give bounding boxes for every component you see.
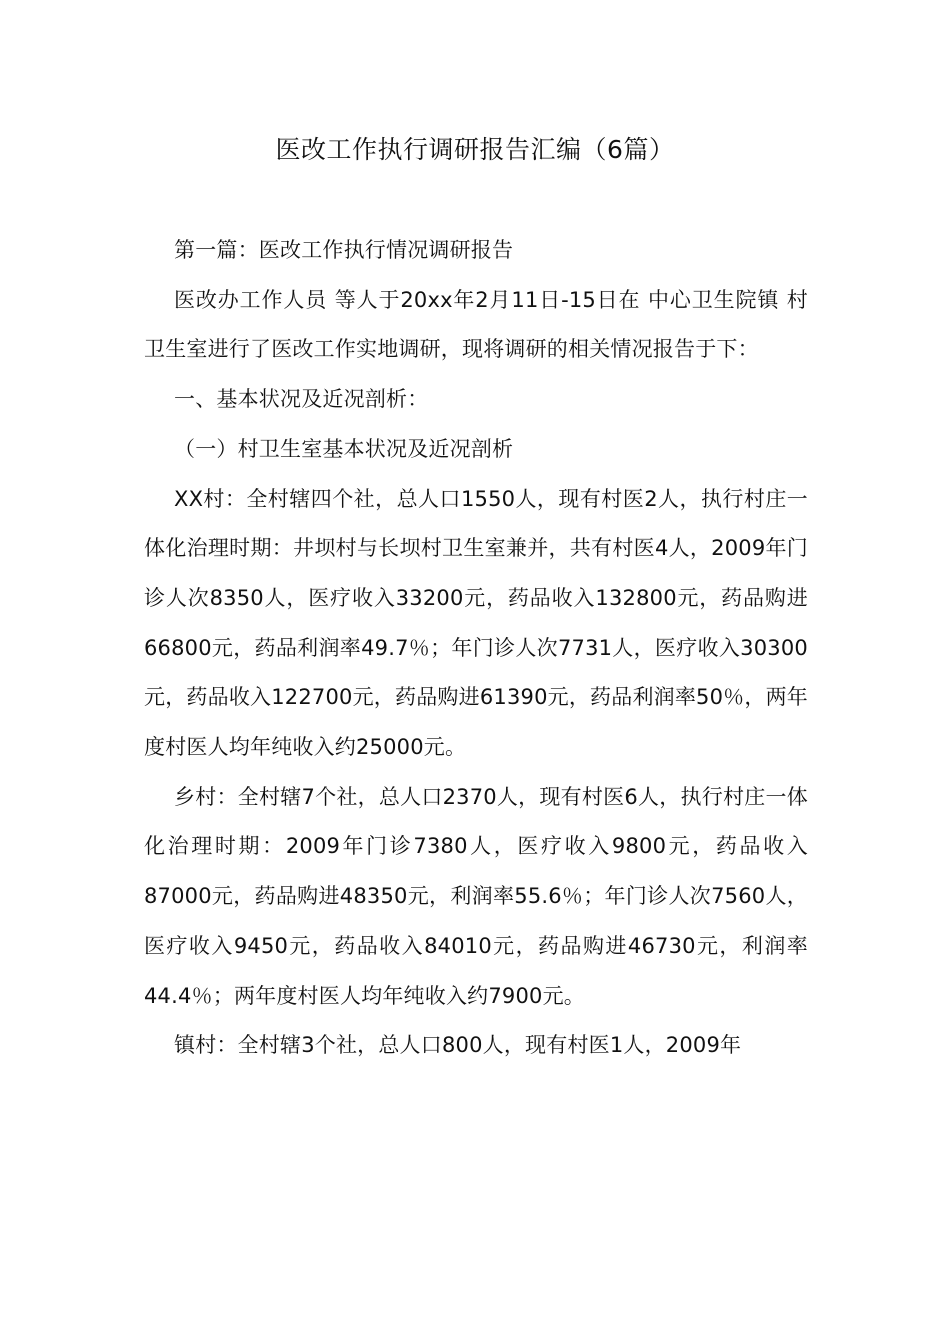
section-heading-part-one: 第一篇：医改工作执行情况调研报告: [174, 238, 514, 262]
section-heading-basic-status: 一、基本状况及近况剖析：: [174, 387, 429, 412]
document-title: 医改工作执行调研报告汇编（6篇）: [275, 135, 675, 164]
paragraph-xx-village: XX村：全村辖四个社，总人口1550人，现有村医2人，执行村庄一体化治理时期：井坝村与长坝村卫生室兼并，共有村医4人，2009年门诊人次8350人，医疗收入33200元，药品收入132800元，药品购进66800元，药品利润率49.7％；年门诊人次7731人，医疗收入30300元，药品收入122700元，药品购进61390元，药品利润率50％，两年度村医人均年纯收入约25000元。: [144, 486, 808, 760]
paragraph-town-village: 镇村：全村辖3个社，总人口800人，现有村医1人，2009年: [174, 1033, 742, 1058]
subsection-heading-clinic-status: （一）村卫生室基本状况及近况剖析: [174, 436, 514, 461]
document-body: [144, 226, 808, 1071]
paragraph-rural-village: 乡村：全村辖7个社，总人口2370人，现有村医6人，执行村庄一体化治理时期：2009年门诊7380人，医疗收入9800元，药品收入87000元，药品购进48350元，利润率55.6％；年门诊人次7560人，医疗收入9450元，药品收入84010元，药品购进46730元，利润率44.4％；两年度村医人均年纯收入约7900元。: [144, 784, 808, 1008]
intro-paragraph: 医改办工作人员 等人于20xx年2月11日-15日在 中心卫生院镇 村卫生室进行了医改工作实地调研，现将调研的相关情况报告于下：: [144, 287, 808, 362]
